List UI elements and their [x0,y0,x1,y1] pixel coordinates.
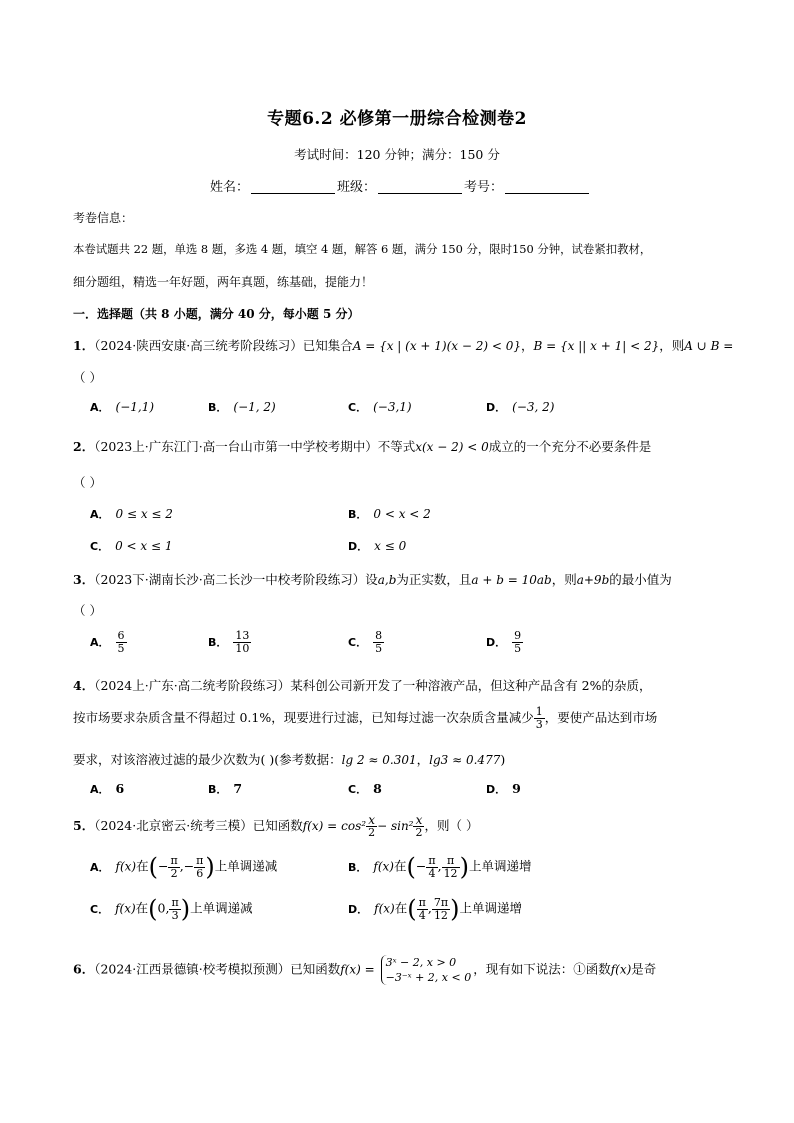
option-value: 0 ≤ x ≤ 2 [115,507,173,521]
q4-close: ) [500,752,506,767]
q4-lg3: lg3 ≈ 0.477 [429,753,501,767]
q1-set-a: A = {x | (x + 1)(x − 2) < 0} [352,339,521,353]
q3-option-a[interactable] [90,630,127,655]
right-fraction [194,855,205,880]
denominator: 4 [418,908,426,922]
q5-option-b[interactable]: B． f(x)在(− $\frac{\pi}{4}$ , $\frac{\pi}{12}$ )上单调递增 [348,853,532,881]
q5-option-a[interactable]: A． f(x)在(− $\frac{\pi}{2}$ ,− $\frac{\pi}{6}$ )上单调递减 [90,853,278,881]
q1-option-c[interactable] [348,399,412,415]
q1-sep: ， [521,338,534,353]
q6-case-2: −3⁻ˣ + 2, x < 0 [385,971,472,984]
q6-piecewise [381,955,472,985]
q2-option-c[interactable] [90,538,172,554]
option-label: D． [348,540,369,553]
option-value: 7 [233,781,243,796]
denominator: 5 [514,642,522,655]
info-line-1: 本卷试题共 22 题，单选 8 题，多选 4 题，填空 4 题，解答 6 题，满分 150 分，限时150 分钟，试卷紧扣教材， [73,242,652,256]
question-4-line-2 [73,706,657,731]
q3-text-b: 为正实数，且 [396,572,472,587]
fraction [233,630,251,655]
right-fraction [432,897,450,922]
option-label: C． [90,540,110,553]
question-5 [73,814,478,839]
option-value: 0 < x < 2 [373,507,431,521]
q4-line1: （2024上·广东·高二统考阶段练习）某科创公司新开发了一种溶液产品，但这种产品含有 2%的杂质， [94,678,652,693]
option-tail: 上单调递减 [214,858,278,874]
question-3 [73,570,672,588]
q5-text-b: ，则（ ） [424,818,479,833]
option-label: C． [348,401,368,414]
right-fraction [442,855,460,880]
option-label: A． [90,860,110,874]
student-info-row [210,176,591,195]
denominator: 12 [443,866,458,880]
name-blank[interactable] [251,180,335,194]
q5-cos: cos² [341,819,367,833]
left-value: 0 [157,900,166,916]
option-label: B． [208,783,228,796]
option-value: 0 < x ≤ 1 [115,539,173,553]
q5-sin: − sin² [377,819,414,833]
left-sign: − [157,858,169,874]
q4-option-a[interactable] [90,781,124,797]
name-label: 姓名： [210,180,250,195]
denominator: 2 [415,826,423,839]
q6-case-1: 3ˣ − 2, x > 0 [385,956,457,969]
numerator: π [428,853,436,867]
q3-option-c[interactable] [348,630,384,655]
question-4-line-1 [73,676,652,694]
option-label: B． [348,860,368,874]
left-fraction [417,897,428,922]
numerator: π [196,853,204,867]
denominator: 3 [535,718,543,731]
numerator: π [170,853,178,867]
denominator: 5 [375,642,383,655]
option-fx: f(x) [115,901,136,916]
question-2 [73,437,651,455]
left-fraction [426,855,437,880]
option-on: 在 [135,900,149,916]
q2-option-b[interactable] [348,506,431,522]
question-4-line-3 [73,750,505,768]
denominator: 12 [433,908,448,922]
q4-number: 4． [73,678,95,693]
q2-paren: （ ） [73,475,102,490]
q6-text-a: （2024·江西景德镇·校考模拟预测）已知函数 [94,961,341,977]
option-fx: f(x) [374,901,395,916]
option-tail: 上单调递减 [190,900,253,916]
q2-option-a[interactable] [90,506,173,522]
question-6 [73,955,656,985]
numerator: 7π [433,895,449,909]
q6-fx: f(x) = [340,962,375,977]
q4-comma: ， [416,752,430,767]
option-value: (−1, 2) [233,400,276,414]
numerator: 9 [514,629,522,642]
option-fx: f(x) [373,859,394,874]
option-on: 在 [393,858,407,874]
q6-text-b: ，现有如下说法：①函数 [473,961,611,977]
q2-option-d[interactable] [348,538,406,554]
option-label: A． [90,508,110,521]
option-tail: 上单调递增 [459,900,522,916]
option-value: 6 [115,781,125,796]
q4-option-b[interactable] [208,781,242,797]
q3-number: 3． [73,572,95,587]
numerator: 1 [535,705,543,718]
option-label: B． [208,636,228,649]
q4-fraction [534,706,545,731]
numerator: x [366,814,377,827]
q5-option-c[interactable]: C． f(x)在(0, $\frac{\pi}{3}$ )上单调递减 [90,895,253,923]
q1-option-b[interactable] [208,399,276,415]
q4-option-c[interactable] [348,781,382,797]
option-label: D． [348,902,369,916]
q2-inequality: x(x − 2) < 0 [415,440,489,454]
q1-text-a: （2024·陕西安康·高三统考阶段练习）已知集合 [94,338,353,353]
option-value: 8 [373,781,382,796]
denominator: 2 [170,866,178,880]
numerator: π [171,895,179,909]
option-tail: 上单调递增 [468,858,532,874]
option-value: 9 [512,781,521,796]
q6-number: 6． [73,961,95,977]
option-value: (−1,1) [115,400,155,414]
q5-text-a: （2024·北京密云·统考三模）已知函数 [94,818,303,833]
option-value: x ≤ 0 [374,539,407,553]
section-heading-1: 一．选择题（共 8 小题，满分 40 分，每小题 5 分） [73,307,360,321]
q3-paren: （ ） [73,603,102,618]
q3-vars: a,b [377,573,397,587]
denominator: 10 [235,642,250,655]
q5-number: 5． [73,818,95,833]
q1-set-b: B = {x || x + 1| < 2} [533,339,660,353]
denominator: 5 [117,642,125,655]
q2-text-b: 成立的一个充分不必要条件是 [488,439,652,454]
q6-text-c: 是奇 [631,961,657,977]
q4-line2a: 按市场要求杂质含量不得超过 0.1%，现要进行过滤，已知每过滤一次杂质含量减少 [73,710,534,725]
option-on: 在 [136,858,149,874]
q3-option-d[interactable] [486,630,523,655]
q4-option-d[interactable] [486,781,521,797]
q3-text-a: （2023下·湖南长沙·高二长沙一中校考阶段练习）设 [94,572,378,587]
q4-line2b: ，要使产品达到市场 [544,710,658,725]
option-label: B． [208,401,228,414]
info-line-2: 细分题组，精选一年好题，两年真题，练基础，提能力！ [73,275,374,289]
q3-condition: a + b = 10ab [471,573,552,587]
option-label: C． [90,902,110,916]
fraction [512,630,523,655]
q5-frac-2 [413,814,424,839]
denominator: 3 [171,908,179,922]
q1-option-a[interactable] [90,399,154,415]
denominator: 6 [196,866,204,880]
option-label: C． [348,783,368,796]
numerator: π [442,855,460,868]
q1-option-d[interactable] [486,399,554,415]
option-label: D． [486,401,507,414]
q5-frac-1 [366,814,377,839]
numerator: 8 [375,629,383,642]
numerator: x [413,814,424,827]
q4-lg2: lg 2 ≈ 0.301 [341,753,417,767]
option-value: (−3, 2) [512,400,555,414]
q3-text-d: 的最小值为 [609,572,672,587]
numerator: 6 [117,629,125,642]
right-fraction [169,897,180,922]
exam-meta: 考试时间：120 分钟；满分：150 分 [294,147,500,162]
option-on: 在 [394,900,408,916]
option-label: B． [348,508,368,521]
q4-line3a: 要求，对该溶液过滤的最少次数为( )(参考数据： [73,752,342,767]
q1-number: 1． [73,338,95,353]
numerator: 13 [235,629,250,642]
q3-text-c: ，则 [551,572,577,587]
q1-text-b: ，则 [659,338,685,353]
q2-text-a: （2023上·广东江门·高一台山市第一中学校考期中）不等式 [94,439,416,454]
option-label: A． [90,783,110,796]
right-sign: − [183,858,195,874]
option-label: D． [486,636,507,649]
q5-option-d[interactable]: D． f(x)在( $\frac{\pi}{4}$ , $\frac{7\pi}{12}$ )上单调递增 [348,895,522,923]
fraction [116,630,127,655]
id-label: 考号： [464,180,504,195]
id-blank[interactable] [505,180,589,194]
denominator: 4 [428,866,436,880]
q6-fx-2: f(x) [610,962,632,977]
option-label: A． [90,401,110,414]
left-sign: − [415,858,427,874]
class-blank[interactable] [378,180,462,194]
q1-union: A ∪ B = [684,339,734,353]
q2-number: 2． [73,439,95,454]
option-label: D． [486,783,507,796]
option-value: (−3,1) [373,400,412,414]
q3-option-b[interactable] [208,630,251,655]
page-title: 专题6.2 必修第一册综合检测卷2 [267,109,527,129]
option-label: C． [348,636,368,649]
q5-fx: f(x) = [302,819,338,833]
fraction [373,630,384,655]
denominator: 2 [368,826,376,839]
left-fraction [168,855,179,880]
info-header: 考卷信息： [73,211,134,225]
numerator: π [418,895,426,909]
option-label: A． [90,636,110,649]
class-label: 班级： [337,180,377,195]
option-fx: f(x) [115,859,137,874]
question-1 [73,336,733,354]
q3-expression: a+9b [576,573,610,587]
q1-paren: （ ） [73,370,102,385]
